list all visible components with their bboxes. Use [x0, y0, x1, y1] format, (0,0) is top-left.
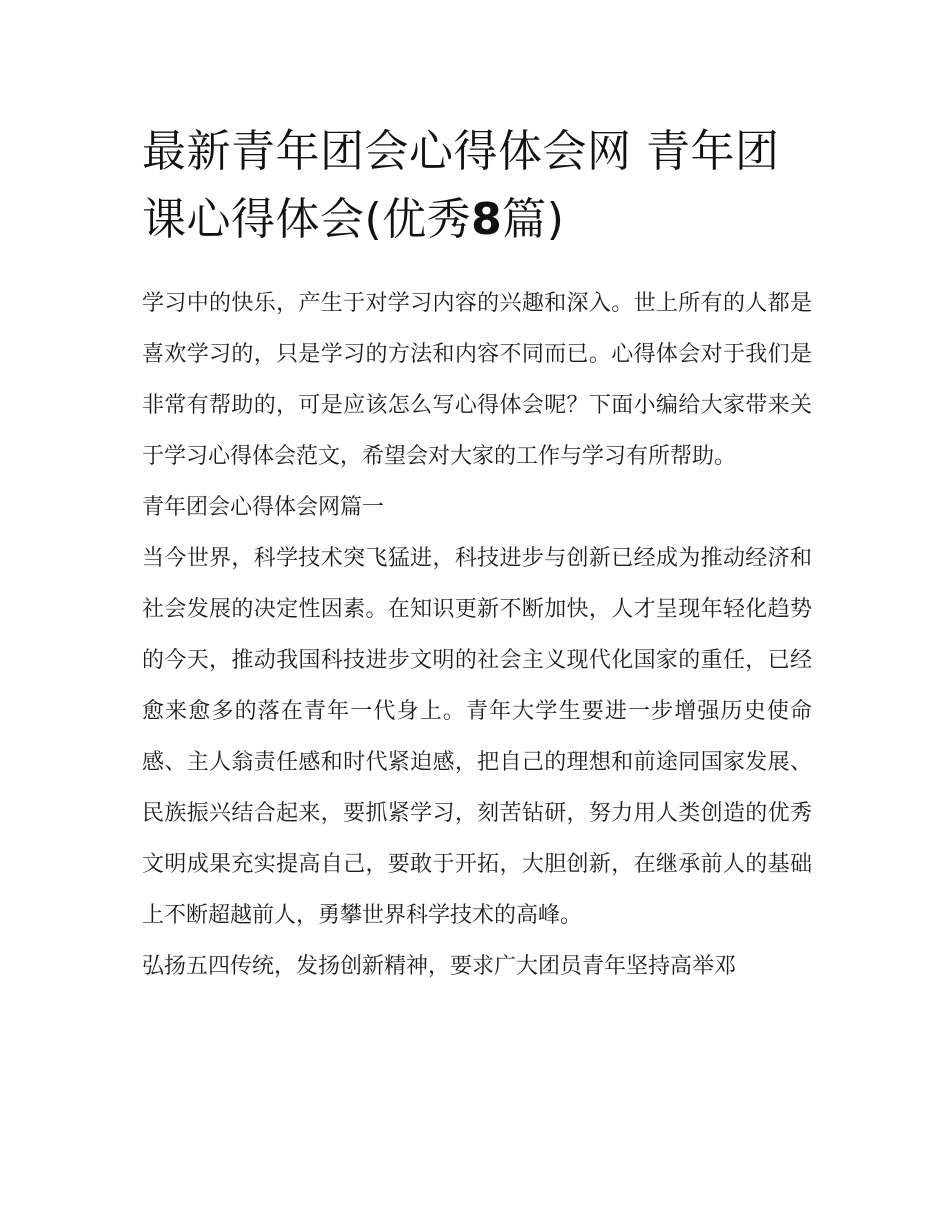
document-body — [142, 278, 812, 992]
section-heading: 青年团会心得体会网篇一 — [142, 495, 385, 520]
document-title — [142, 118, 812, 254]
body-paragraph: 弘扬五四传统，发扬创新精神，要求广大团员青年坚持高举邓 — [142, 954, 737, 979]
intro-paragraph: 学习中的快乐，产生于对学习内容的兴趣和深入。世上所有的人都是喜欢学习的，只是学习的方法和内容不同而已。心得体会对于我们是非常有帮助的，可是应该怎么写心得体会呢？下面小编给大家带来关于学习心得体会范文，希望会对大家的工作与学习有所帮助。 — [142, 291, 812, 469]
title-text-part2: 篇) — [502, 194, 565, 245]
document-content — [142, 118, 812, 992]
title-number: 8 — [471, 194, 503, 245]
body-paragraph: 当今世界，科学技术突飞猛进，科技进步与创新已经成为推动经济和社会发展的决定性因素。在知识更新不断加快，人才呈现年轻化趋势的今天，推动我国科技进步文明的社会主义现代化国家的重任，已经愈来愈多的落在青年一代身上。青年大学生要进一步增强历史使命感、主人翁责任感和时代紧迫感，把自己的理想和前途同国家发展、民族振兴结合起来，要抓紧学习，刻苦钻研，努力用人类创造的优秀文明成果充实提高自己，要敢于开拓，大胆创新，在继承前人的基础上不断超越前人，勇攀世界科学技术的高峰。 — [142, 546, 812, 928]
title-text-part1: 最新青年团会心得体会网 青年团课心得体会(优秀 — [142, 126, 780, 245]
